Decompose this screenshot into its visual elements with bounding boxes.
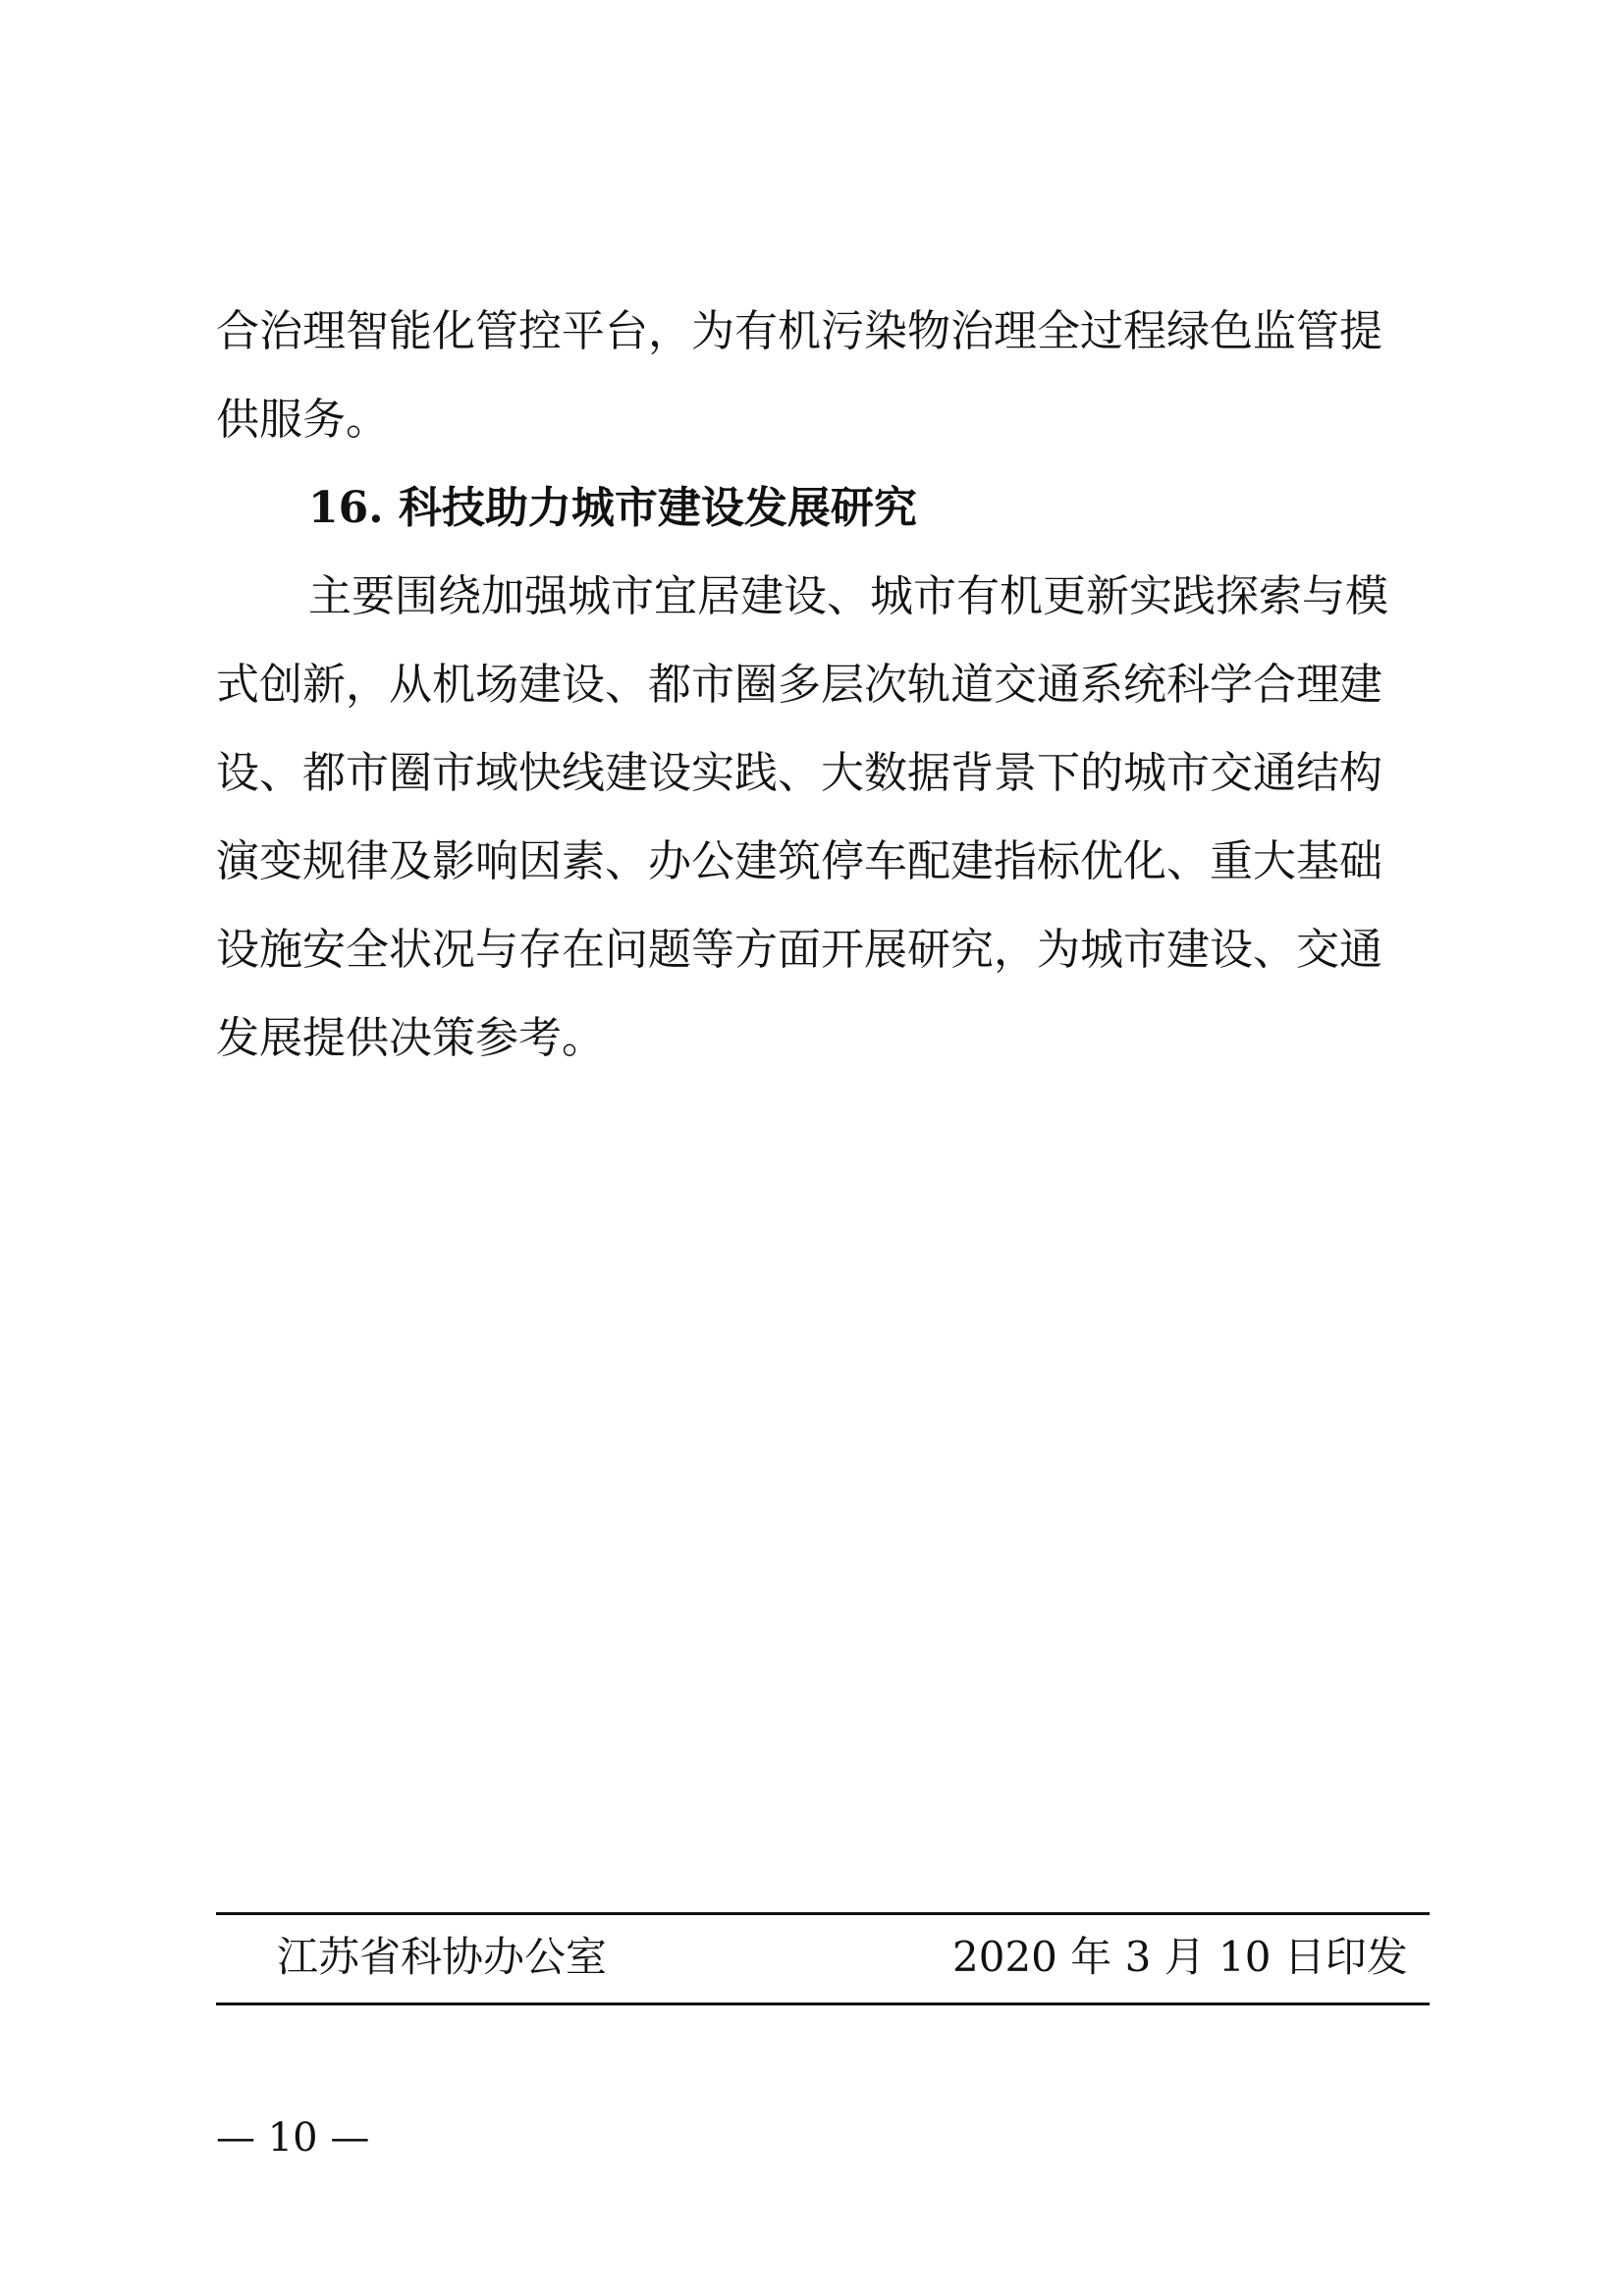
section-heading: 16. 科技助力城市建设发展研究: [308, 483, 917, 533]
body-line: 供服务。: [216, 395, 389, 445]
issuer-name: 江苏省科协办公室: [277, 1933, 608, 1981]
body-line: 主要围绕加强城市宜居建设、城市有机更新实践探索与模: [308, 571, 1388, 621]
body-line: 演变规律及影响因素、办公建筑停车配建指标优化、重大基础: [216, 836, 1382, 886]
colophon-bottom-rule: [216, 2002, 1430, 2005]
body-line: 式创新，从机场建设、都市圈多层次轨道交通系统科学合理建: [216, 660, 1382, 710]
page-number: — 10 —: [216, 2115, 370, 2161]
issue-date: 2020 年 3 月 10 日印发: [952, 1933, 1408, 1981]
body-line: 设施安全状况与存在问题等方面开展研究，为城市建设、交通: [216, 925, 1382, 975]
body-line: 合治理智能化管控平台，为有机污染物治理全过程绿色监管提: [216, 306, 1382, 356]
body-line: 设、都市圈市域快线建设实践、大数据背景下的城市交通结构: [216, 748, 1382, 798]
body-line: 发展提供决策参考。: [216, 1013, 605, 1063]
colophon-top-rule: [216, 1912, 1430, 1915]
